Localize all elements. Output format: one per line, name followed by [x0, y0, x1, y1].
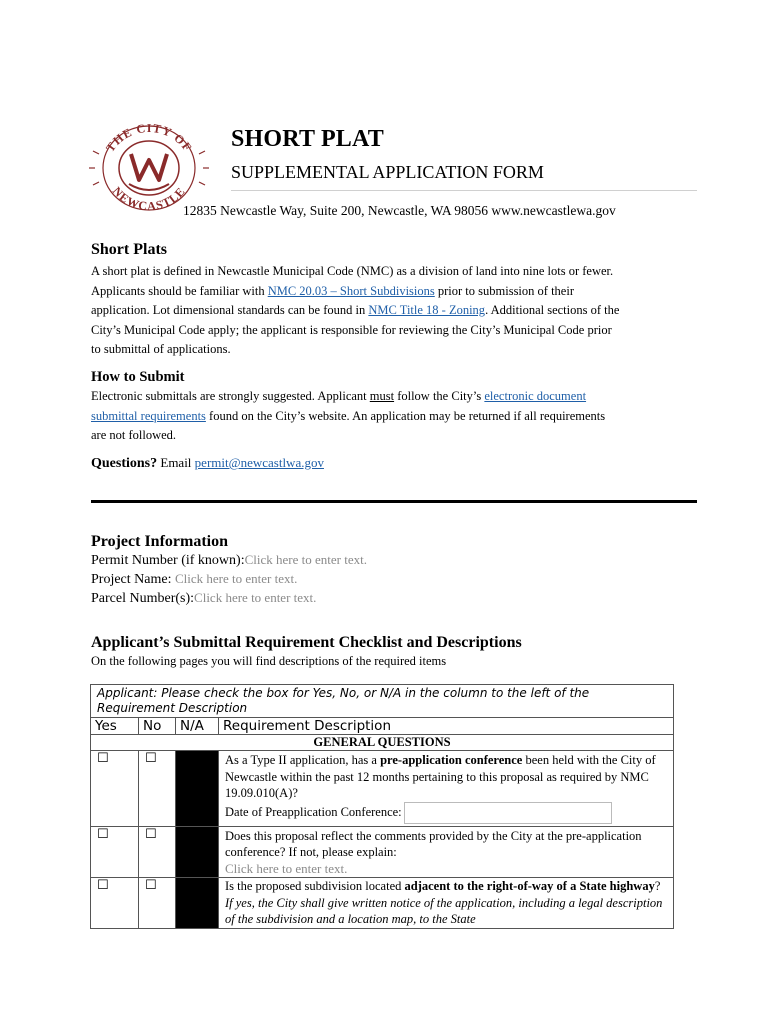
requirement-description-3	[219, 878, 674, 929]
req1-text-c: been held with the City of Newcastle within the past 12 months pertaining to this proposal as required by NMC 19.09.010(A)?	[225, 753, 656, 800]
checklist-table	[90, 684, 674, 929]
req1-text-a: As a Type II application, has a	[225, 753, 381, 767]
na-cell-1	[176, 751, 219, 827]
preapplication-date-label: Date of Preapplication Conference:	[225, 804, 402, 819]
column-header-row	[91, 718, 674, 735]
instruction-row	[91, 685, 674, 718]
nmc-title-18-link[interactable]: NMC Title 18 - Zoning	[368, 303, 486, 317]
questions-line	[91, 455, 691, 472]
requirement-row-comments	[91, 826, 674, 878]
city-address: 12835 Newcastle Way, Suite 200, Newcastle, WA 98056 www.newcastlewa.gov	[183, 203, 616, 218]
general-questions-row	[91, 735, 674, 751]
col-na-header: N/A	[176, 718, 219, 735]
permit-number-field[interactable]: Click here to enter text.	[244, 552, 367, 567]
how-to-submit-section	[91, 369, 691, 446]
requirement-description-1	[219, 751, 674, 827]
col-description-header: Requirement Description	[219, 718, 674, 735]
no-checkbox-3[interactable]: ☐	[139, 878, 176, 929]
questions-label: Questions?	[91, 456, 158, 471]
short-plats-section	[91, 241, 691, 360]
permit-number-label: Permit Number (if known):	[91, 553, 245, 568]
col-yes-header: Yes	[91, 718, 139, 735]
col-no-header: No	[139, 718, 176, 735]
seal-top-text: THE CITY OF	[103, 120, 196, 155]
short-plats-heading: Short Plats	[91, 241, 167, 258]
na-cell-2	[176, 826, 219, 878]
submittal-requirements-link[interactable]: submittal requirements	[91, 408, 206, 423]
short-plats-line-2a: Applicants should be familiar with	[91, 283, 268, 298]
parcel-number-label: Parcel Number(s):	[91, 591, 195, 606]
project-name-field[interactable]: Click here to enter text.	[174, 571, 298, 586]
na-cell-3	[176, 878, 219, 929]
how-to-submit-heading: How to Submit	[91, 369, 185, 385]
city-seal-logo	[89, 118, 209, 214]
project-information-heading: Project Information	[91, 533, 228, 550]
project-information-section	[91, 533, 691, 608]
yes-checkbox-3[interactable]: ☐	[91, 878, 139, 929]
yes-checkbox-2[interactable]: ☐	[91, 826, 139, 878]
svg-text:NEWCASTLE	[110, 184, 188, 213]
short-plats-line-1: A short plat is defined in Newcastle Municipal Code (NMC) as a division of land into nine lots or fewer.	[91, 264, 614, 278]
checklist-section	[91, 634, 691, 669]
short-plats-line-3a: application. Lot dimensional standards can be found in	[91, 303, 369, 317]
form-title: SHORT PLAT	[231, 126, 384, 152]
req3-text-a: Is the proposed subdivision located	[225, 879, 405, 893]
form-subtitle: SUPPLEMENTAL APPLICATION FORM	[231, 162, 544, 182]
requirement-row-preapplication	[91, 751, 674, 827]
must-emphasis: must	[369, 389, 395, 403]
submit-line-1a: Electronic submittals are strongly suggested. Applicant	[91, 389, 370, 403]
req2-text: Does this proposal reflect the comments provided by the City at the pre-application conference? If not, please explain:	[225, 828, 642, 859]
nmc-20-03-link[interactable]: NMC 20.03 – Short Subdivisions	[267, 283, 435, 298]
req2-explanation-field[interactable]: Click here to enter text.	[225, 860, 348, 876]
req3-text-bold: adjacent to the right-of-way of a State highway	[404, 879, 655, 893]
short-plats-line-4: City’s Municipal Code apply; the applicant is responsible for reviewing the City’s Municipal Code prior	[91, 322, 612, 337]
checklist-intro: On the following pages you will find descriptions of the required items	[91, 654, 447, 668]
project-name-row	[91, 570, 691, 589]
parcel-number-field[interactable]: Click here to enter text.	[194, 590, 317, 605]
requirement-row-state-highway	[91, 878, 674, 929]
project-name-label: Project Name:	[91, 572, 175, 587]
title-divider	[231, 190, 697, 191]
short-plats-line-5: to submittal of applications.	[91, 342, 231, 356]
submit-line-2b: found on the City’s website. An application may be returned if all requirements	[205, 408, 606, 423]
how-to-submit-body	[91, 387, 691, 446]
svg-text:THE CITY OF	[103, 121, 195, 155]
short-plats-line-3b: . Additional sections of the	[485, 303, 620, 317]
parcel-number-row	[91, 589, 691, 608]
no-checkbox-1[interactable]: ☐	[139, 751, 176, 827]
seal-bottom-text: NEWCASTLE	[109, 184, 189, 214]
preapplication-date-field[interactable]	[404, 802, 612, 824]
section-divider	[91, 500, 697, 503]
req3-text-italic: If yes, the City shall give written notice of the application, including a legal description of the subdivision and a location map, to the State	[225, 895, 663, 926]
general-questions-heading: GENERAL QUESTIONS	[91, 735, 674, 751]
yes-checkbox-1[interactable]: ☐	[91, 751, 139, 827]
submit-line-3: are not followed.	[91, 428, 177, 442]
questions-text: Email	[157, 455, 195, 470]
permit-number-row	[91, 551, 691, 570]
checklist-instruction: Applicant: Please check the box for Yes, No, or N/A in the column to the left of the Requirement Description	[91, 685, 674, 718]
electronic-document-link[interactable]: electronic document	[484, 389, 587, 403]
submit-line-1b: follow the City’s	[394, 389, 485, 403]
requirement-description-2	[219, 826, 674, 878]
checklist-heading: Applicant’s Submittal Requirement Checklist and Descriptions	[91, 634, 522, 651]
short-plats-body	[91, 262, 691, 360]
short-plats-line-2b: prior to submission of their	[434, 283, 574, 298]
req1-text-bold: pre-application conference	[380, 753, 523, 767]
req3-text-c: ?	[654, 879, 661, 893]
permit-email-link[interactable]: permit@newcastlwa.gov	[194, 455, 324, 470]
no-checkbox-2[interactable]: ☐	[139, 826, 176, 878]
